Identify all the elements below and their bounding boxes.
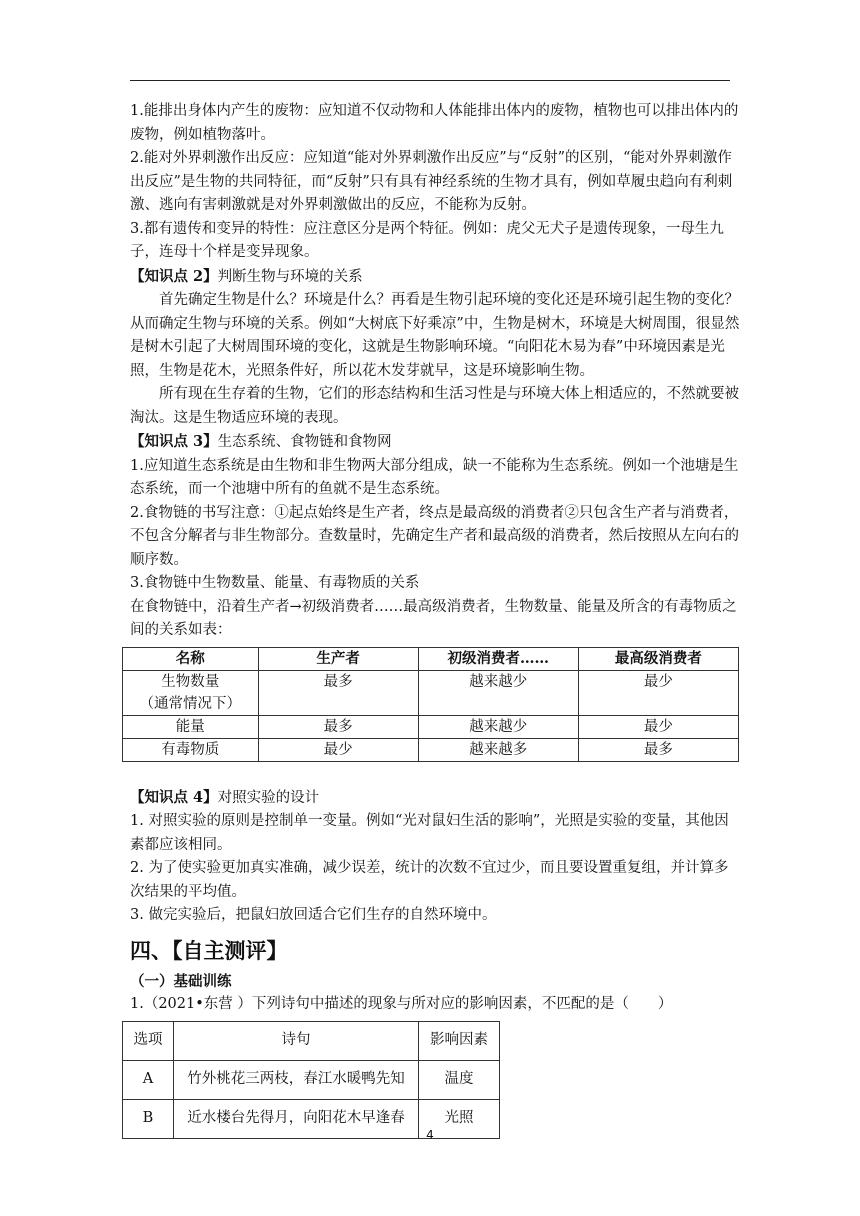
kp-label: 【知识点 4】 [130, 788, 218, 806]
kp-label: 【知识点 3】 [130, 433, 218, 450]
table-header: 选项 [123, 1021, 174, 1060]
paragraph: 在食物链中，沿着生产者→初级消费者……最高级消费者，生物数量、能量及所含的有毒物质之间的关系如表： [130, 598, 737, 638]
table-header-row [123, 1021, 500, 1060]
table-cell: 最少 [578, 715, 738, 738]
food-chain-relation-table [122, 647, 739, 762]
table-row [123, 738, 739, 761]
table-cell: 近水楼台先得月，向阳花木早逢春 [174, 1099, 419, 1138]
table-cell: A [123, 1060, 174, 1099]
knowledge-point-4-heading [130, 786, 740, 811]
paragraph: 3.食物链中生物数量、能量、有毒物质的关系 [130, 575, 420, 591]
section-title: 四、【自主测评】 [130, 937, 288, 963]
paragraph: 所有现在生存着的生物，它们的形态结构和生活习性是与环境大体上相适应的，不然就要被淘汰。这是生物适应环境的表现。 [130, 386, 739, 426]
table-row [123, 670, 739, 715]
table-row [123, 715, 739, 738]
table-cell: 最少 [258, 738, 418, 761]
table-header: 生产者 [258, 647, 418, 670]
table-header: 最高级消费者 [578, 647, 738, 670]
header-rule [130, 80, 730, 81]
table-cell: B [123, 1099, 174, 1138]
cell-line: 生物数量 [161, 673, 220, 690]
table-cell: 有毒物质 [123, 738, 259, 761]
paragraph: 1.能排出身体内产生的废物：应知道不仅动物和人体能排出体内的废物，植物也可以排出体内的废物，例如植物落叶。 [130, 103, 739, 143]
paragraph: 1.应知道生态系统是由生物和非生物两大部分组成，缺一不能称为生态系统。例如一个池塘是生态系统，而一个池塘中所有的鱼就不是生态系统。 [130, 457, 739, 497]
document-body [130, 100, 740, 1139]
question-text: 1.（2021•东营 ）下列诗句中描述的现象与所对应的影响因素，不匹配的是（ ） [130, 996, 673, 1012]
table-header: 名称 [123, 647, 259, 670]
table-cell: 能量 [123, 715, 259, 738]
paragraph: 2.食物链的书写注意：①起点始终是生产者，终点是最高级的消费者②只包含生产者与消费者，不包含分解者与非生物部分。查数量时，先确定生产者和最高级的消费者，然后按照从左向右的顺序数。 [130, 504, 739, 568]
table-cell: 光照 [419, 1099, 500, 1138]
paragraph: 3. 做完实验后，把鼠妇放回适合它们生存的自然环境中。 [130, 907, 497, 923]
table-cell: 最多 [578, 738, 738, 761]
table-cell [123, 670, 259, 715]
question-options-table [122, 1021, 500, 1139]
table-cell: 越来越多 [418, 738, 578, 761]
knowledge-point-3-heading [130, 430, 740, 455]
table-cell: 越来越少 [418, 715, 578, 738]
paragraph: 3.都有遗传和变异的特性：应注意区分是两个特征。例如：虎父无犬子是遗传现象，一母生九子，连母十个样是变异现象。 [130, 220, 724, 260]
table-cell: 竹外桃花三两枝，春江水暖鸭先知 [174, 1060, 419, 1099]
table-header: 诗句 [174, 1021, 419, 1060]
table-cell: 温度 [419, 1060, 500, 1099]
kp-title: 生态系统、食物链和食物网 [217, 434, 392, 450]
table-cell: 越来越少 [418, 670, 578, 715]
kp-title: 对照实验的设计 [217, 789, 320, 806]
table-header-row [123, 647, 739, 670]
page-number: 4 [426, 1128, 434, 1142]
table-row [123, 1060, 500, 1099]
table-cell: 最多 [258, 670, 418, 715]
paragraph: 2.能对外界刺激作出反应：应知道“能对外界刺激作出反应”与“反射”的区别，“能对外界刺激作出反应”是生物的共同特征，而“反射”只有具有神经系统的生物才具有，例如草履虫趋向有利刺激、逃向有害刺激就是对外界刺激做出的反应，不能称为反射。 [130, 150, 733, 213]
paragraph: 2. 为了使实验更加真实准确，减少误差，统计的次数不宜过少，而且要设置重复组，并计算多次结果的平均值。 [130, 860, 729, 900]
knowledge-point-2-heading [130, 265, 740, 290]
paragraph: 首先确定生物是什么？环境是什么？再看是生物引起环境的变化还是环境引起生物的变化？从而确定生物与环境的关系。例如“大树底下好乘凉”中，生物是树木，环境是大树周围，很显然是树木引起了大树周围环境的变化，这就是生物影响环境。“向阳花木易为春”中环境因素是光照，生物是花木，光照条件好，所以花木发芽就早，这是环境影响生物。 [130, 292, 740, 379]
table-header: 影响因素 [419, 1021, 500, 1060]
subsection-title: （一）基础训练 [130, 972, 232, 990]
cell-line: （通常情况下） [139, 695, 241, 712]
table-cell: 最多 [258, 715, 418, 738]
kp-label: 【知识点 2】 [130, 267, 218, 285]
table-header: 初级消费者…… [418, 647, 578, 670]
kp-title: 判断生物与环境的关系 [217, 268, 363, 285]
paragraph: 1. 对照实验的原则是控制单一变量。例如“光对鼠妇生活的影响”，光照是实验的变量，其他因素都应该相同。 [130, 813, 729, 853]
table-cell: 最少 [578, 670, 738, 715]
